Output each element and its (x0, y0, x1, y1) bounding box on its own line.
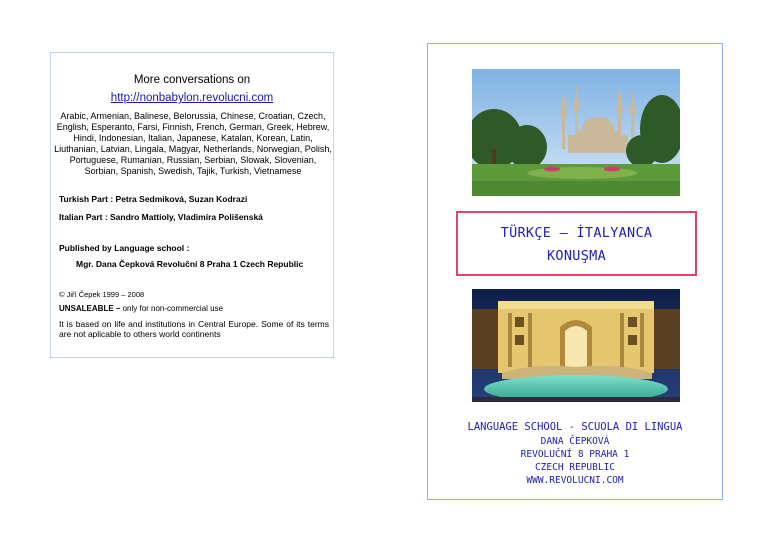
title-box (456, 211, 697, 276)
note-text: It is based on life and institutions in Central Europe. Some of its terms are not aplicable to others world continents (59, 319, 329, 339)
languages-list: Arabic, Armenian, Balinese, Belorussia, Chinese, Croatian, Czech, English, Esperanto, Farsi, Finnish, French, German, Greek, Hebrew, Hindi, Indonesian, Italian, Japanese, Katalan, Korean, Latin, Liuthanian, Latvian, Lingala, Magyar, Netherlands, Norwegian, Polish, Portuguese, Rumanian, Russian, Serbian, Slowak, Slovenian, Sorbian, Spanish, Swedish, Tajik, Turkish, Vietnamese (54, 111, 332, 176)
school-line-5: WWW.REVOLUCNI.COM (526, 475, 624, 486)
school-line-4: CZECH REPUBLIC (534, 462, 616, 473)
title-line-1: TÜRKÇE – İTALYANCA (500, 225, 653, 241)
school-line-1: LANGUAGE SCHOOL - SCUOLA DI LINGUA (467, 421, 683, 433)
published-by-label: Published by Language school : (59, 243, 190, 253)
school-line-3: REVOLUČNÍ 8 PRAHA 1 (520, 449, 630, 460)
publisher-address: Mgr. Dana Čepková Revoluční 8 Praha 1 Czech Republic (76, 259, 304, 269)
mosque-photo (472, 69, 680, 196)
italian-part-credit: Italian Part : Sandro Mattioly, Vladimíra Polišenská (59, 212, 263, 222)
website-link[interactable]: http://nonbabylon.revolucni.com (110, 92, 274, 104)
school-line-2: DANA ČEPKOVÁ (540, 436, 610, 447)
right-panel (427, 43, 723, 500)
left-panel (50, 52, 334, 358)
copyright-text: © Jiří Čepek 1999 – 2008 (59, 290, 145, 299)
more-conversations-label: More conversations on (133, 74, 251, 86)
trevi-fountain-photo (472, 289, 680, 402)
unsaleable-rest: only for non-commercial use (120, 304, 224, 313)
turkish-part-credit: Turkish Part : Petra Sedmiková, Suzan Kodrazi (59, 194, 248, 204)
title-line-2: KONUŞMA (547, 248, 606, 264)
unsaleable-bold: UNSALEABLE – (59, 304, 121, 313)
unsaleable-text (59, 304, 223, 313)
